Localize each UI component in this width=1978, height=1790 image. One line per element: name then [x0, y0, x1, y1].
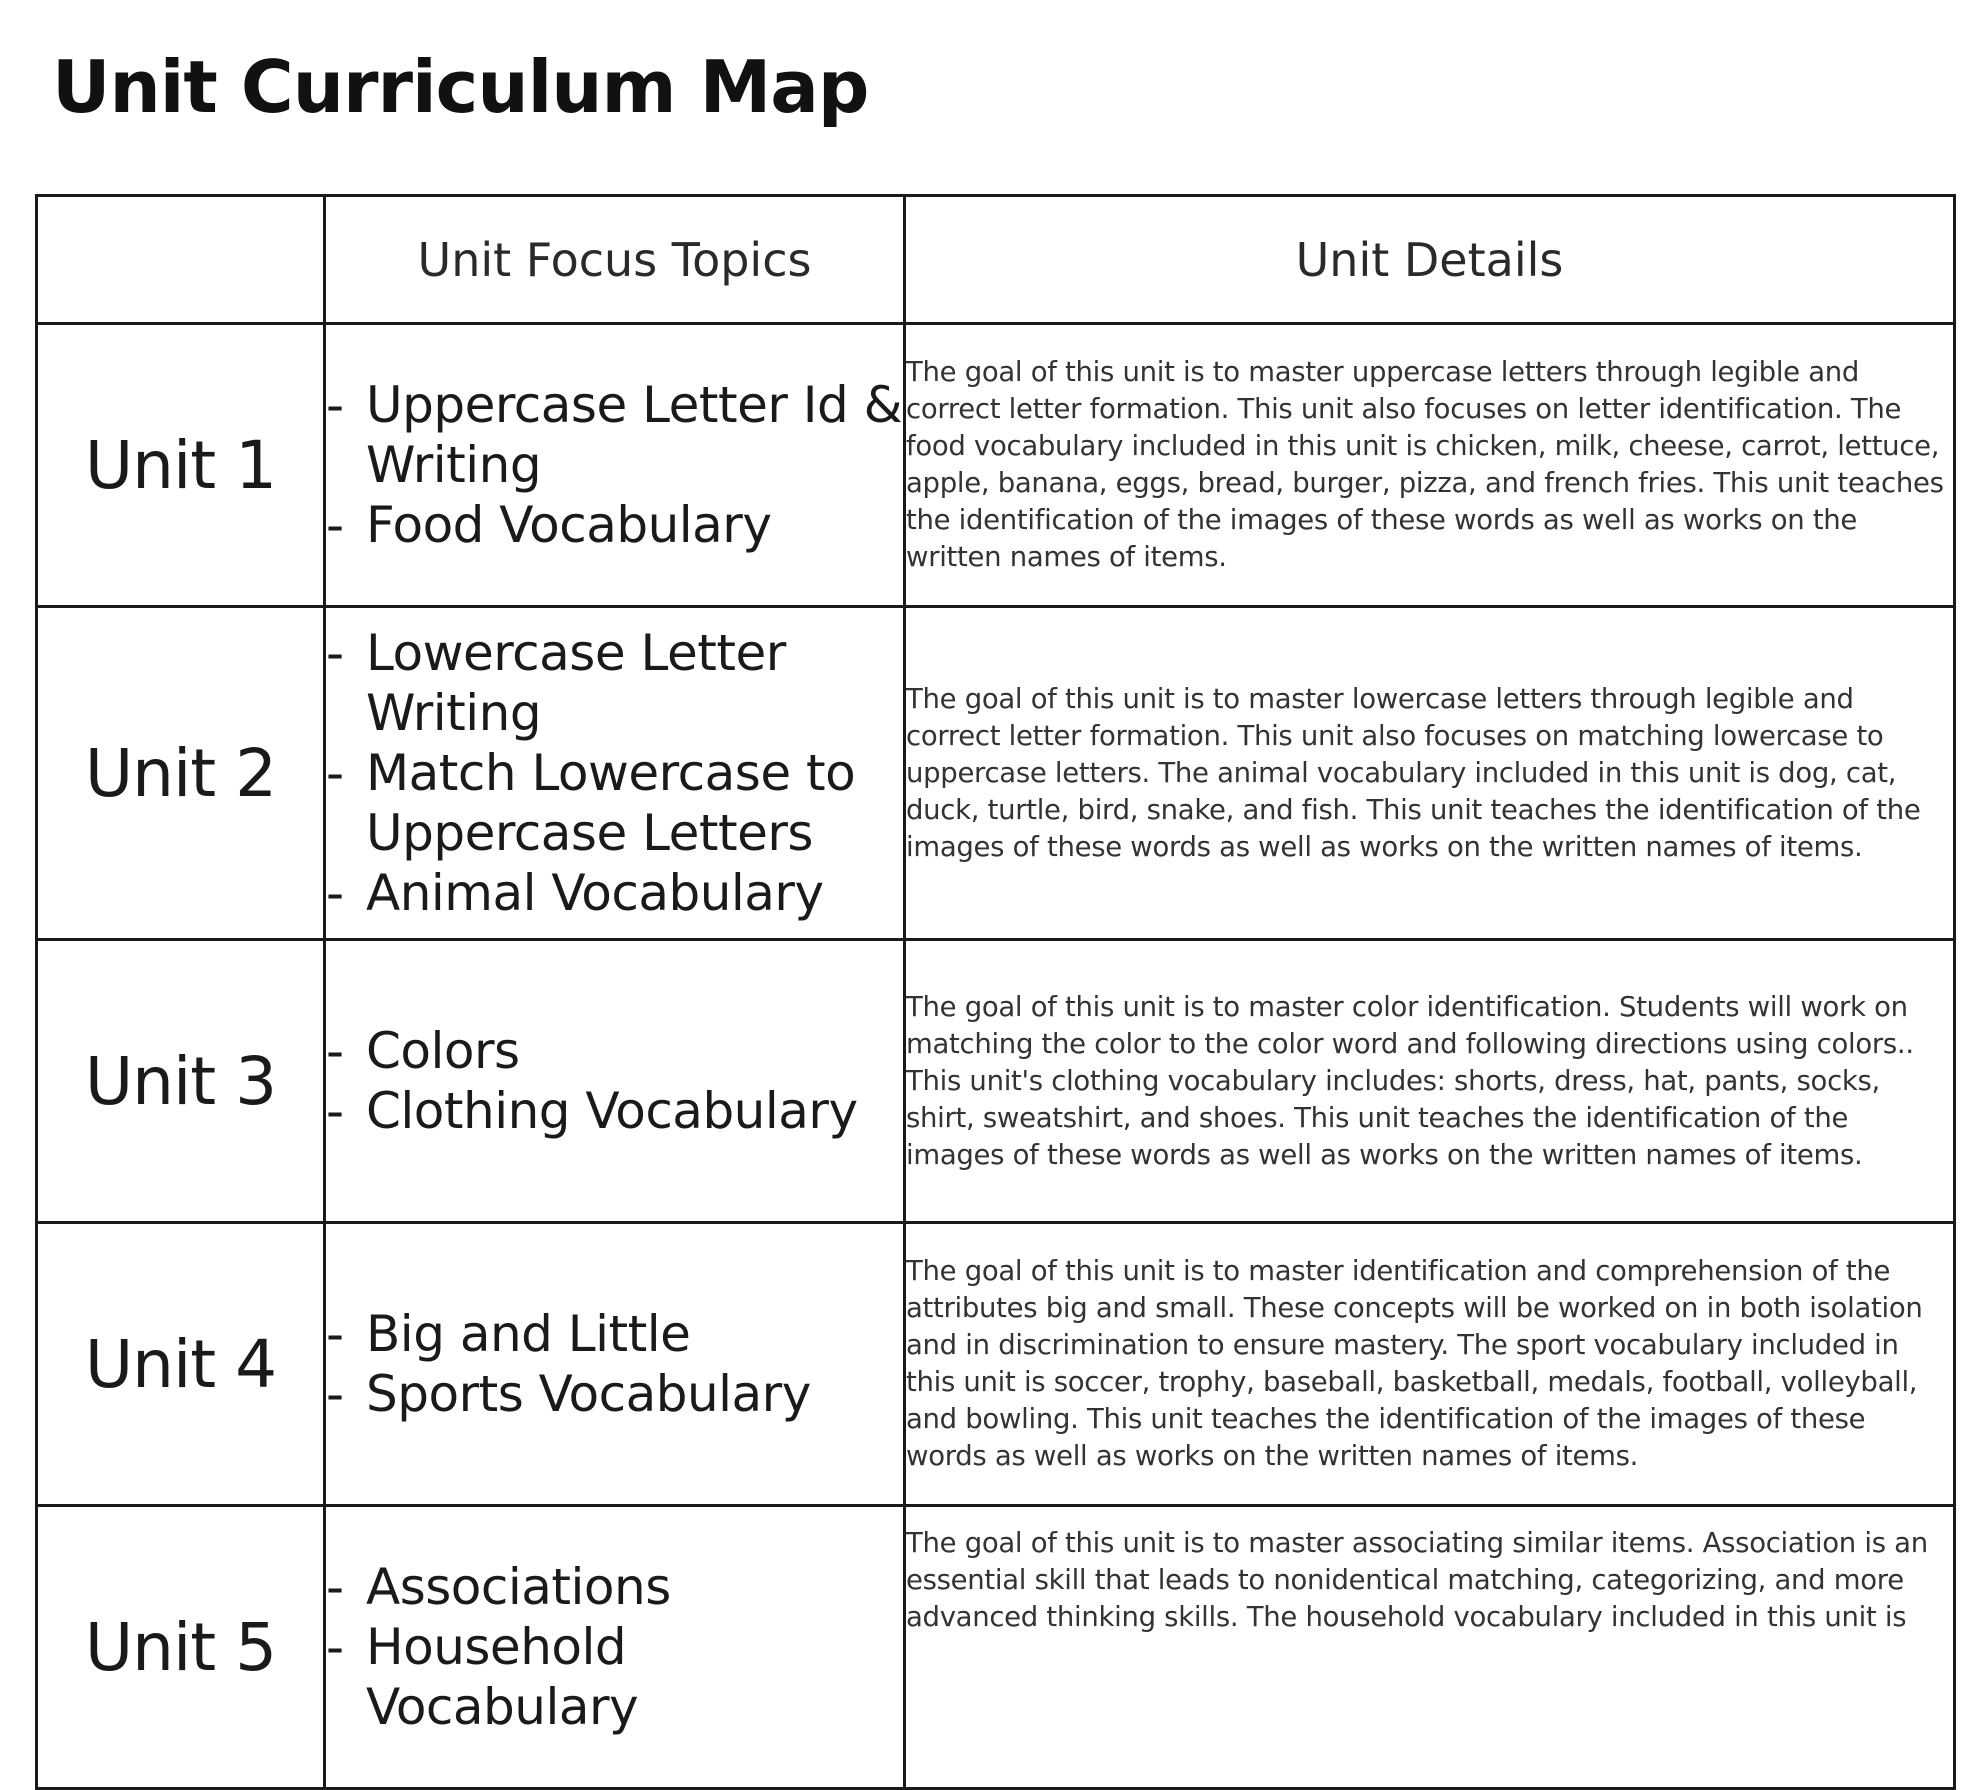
- unit-details: [905, 1223, 1955, 1506]
- unit-topics: [325, 940, 905, 1223]
- page-title: Unit Curriculum Map: [52, 45, 869, 129]
- unit-name: Unit 4: [37, 1223, 325, 1506]
- unit-topics: [325, 1506, 905, 1789]
- unit-details: [905, 940, 1955, 1223]
- unit-topics: [325, 324, 905, 607]
- unit-details-text: The goal of this unit is to master lowercase letters through legible and correct letter formation. This unit also focuses on matching lowercase to uppercase letters. The animal vocabulary included in this unit is dog, cat, duck, turtle, bird, snake, and fish. This unit teaches the identification of the images of these words as well as works on the written names of items.: [906, 682, 1921, 863]
- unit-name: Unit 3: [37, 940, 325, 1223]
- details-column-header: Unit Details: [905, 196, 1955, 324]
- unit-name: Unit 5: [37, 1506, 325, 1789]
- unit-details-text: The goal of this unit is to master uppercase letters through legible and correct letter formation. This unit also focuses on letter identification. The food vocabulary included in this unit is chicken, milk, cheese, carrot, lettuce, apple, banana, eggs, bread, burger, pizza, and french fries. This unit teaches the identification of the images of these words as well as works on the written names of items.: [906, 356, 1944, 573]
- topic-item: - Animal Vocabulary: [326, 863, 903, 923]
- topic-item: - Food Vocabulary: [326, 495, 903, 555]
- topic-item: - Associations: [326, 1557, 903, 1617]
- unit-topics: [325, 1223, 905, 1506]
- topic-item: - Uppercase Letter Id & Writing: [326, 375, 903, 495]
- topic-item: - Household Vocabulary: [326, 1617, 903, 1737]
- unit-row: [37, 940, 1955, 1223]
- topic-item: - Match Lowercase to Uppercase Letters: [326, 743, 903, 863]
- unit-topics: [325, 607, 905, 940]
- unit-details-text: The goal of this unit is to master color identification. Students will work on matching the color to the color word and following directions using colors.. This unit's clothing vocabulary includes: shorts, dress, hat, pants, socks, shirt, sweatshirt, and shoes. This unit teaches the identification of the images of these words as well as works on the written names of items.: [906, 990, 1914, 1171]
- topic-item: - Lowercase Letter Writing: [326, 623, 903, 743]
- unit-details: [905, 324, 1955, 607]
- header-row: [37, 196, 1955, 324]
- curriculum-table: [35, 194, 1956, 1790]
- topic-item: - Clothing Vocabulary: [326, 1081, 903, 1141]
- unit-details: [905, 607, 1955, 940]
- unit-row: [37, 324, 1955, 607]
- unit-details-text: The goal of this unit is to master associating similar items. Association is an essential skill that leads to nonidentical matching, categorizing, and more advanced thinking skills. The household vocabulary included in this unit is: [906, 1527, 1928, 1633]
- unit-name: Unit 1: [37, 324, 325, 607]
- topic-item: - Sports Vocabulary: [326, 1364, 903, 1424]
- unit-row: [37, 607, 1955, 940]
- unit-column-header: [37, 196, 325, 324]
- unit-row: [37, 1506, 1955, 1789]
- unit-row: [37, 1223, 1955, 1506]
- unit-details-text: The goal of this unit is to master identification and comprehension of the attributes big and small. These concepts will be worked on in both isolation and in discrimination to ensure mastery. The sport vocabulary included in this unit is soccer, trophy, baseball, basketball, medals, football, volleyball, and bowling. This unit teaches the identification of the images of these words as well as works on the written names of items.: [906, 1255, 1923, 1472]
- topic-item: - Colors: [326, 1021, 903, 1081]
- unit-details: [905, 1506, 1955, 1789]
- topics-column-header: Unit Focus Topics: [325, 196, 905, 324]
- topic-item: - Big and Little: [326, 1304, 903, 1364]
- unit-name: Unit 2: [37, 607, 325, 940]
